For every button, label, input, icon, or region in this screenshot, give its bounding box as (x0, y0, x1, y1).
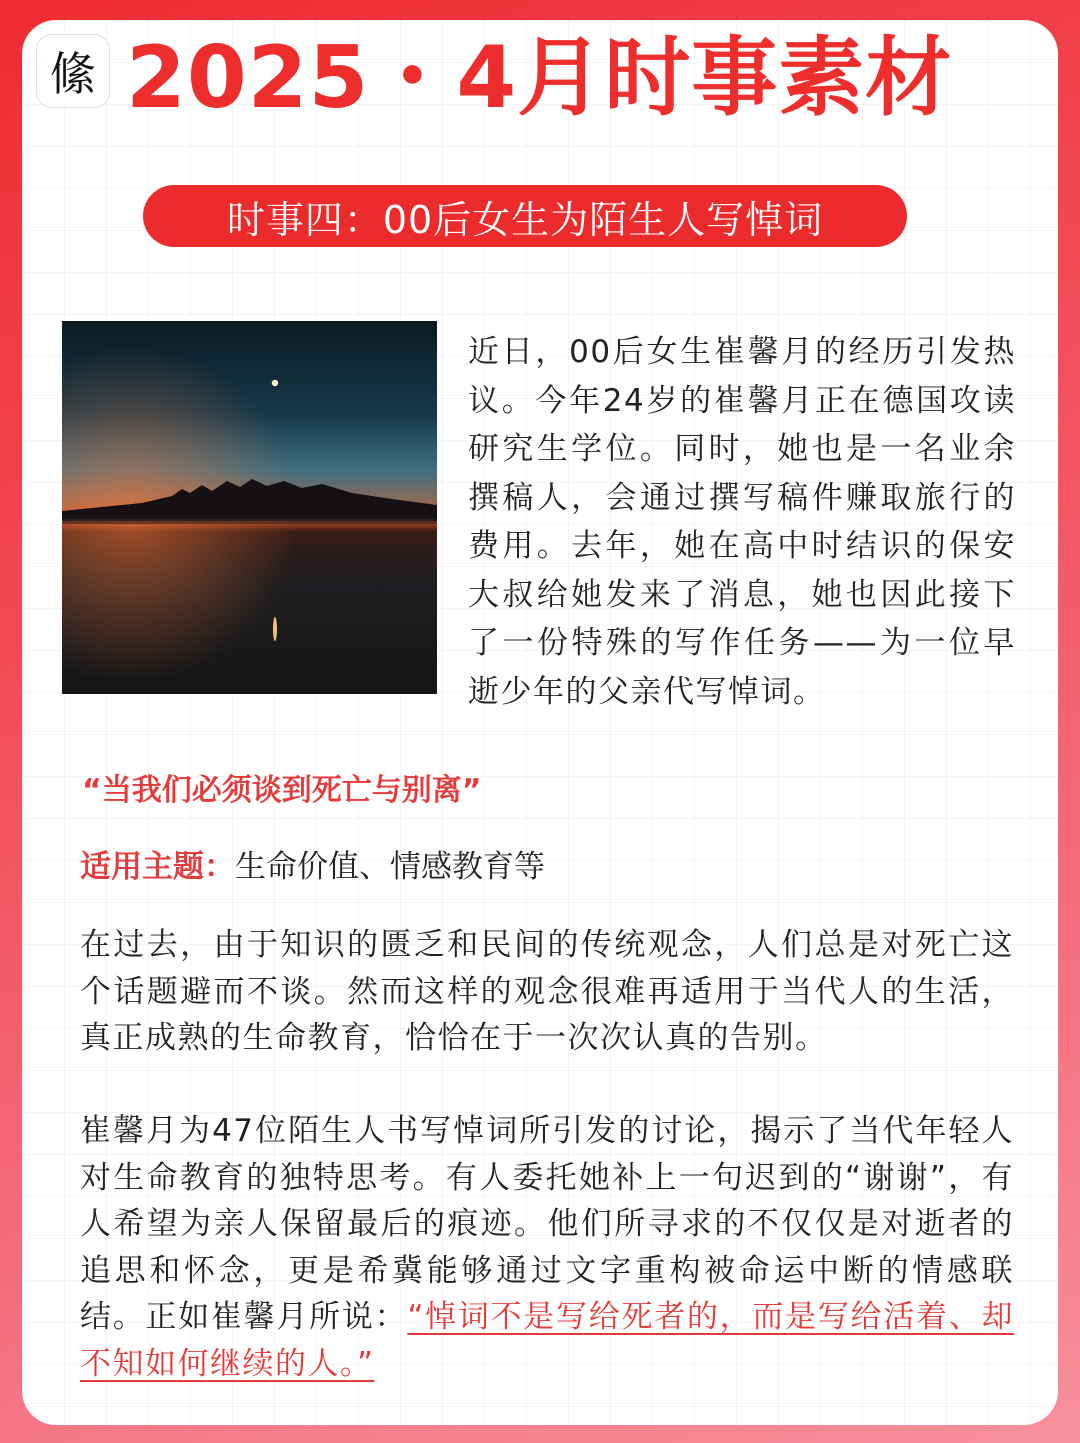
dusk-lake-image (62, 321, 437, 694)
body-paragraph-2-text: 崔馨月为47位陌生人书写悼词所引发的讨论，揭示了当代年轻人对生命教育的独特思考。有人委托她补上一句迟到的“谢谢”，有人希望为亲人保留最后的痕迹。他们所寻求的不仅仅是对逝者的追思和怀念，更是希冀能够通过文字重构被命运中断的情感联结。正如崔馨月所说： (80, 1113, 1014, 1335)
section-quote-heading: “当我们必须谈到死亡与别离” (82, 773, 482, 808)
body-paragraph-2 (80, 1108, 1014, 1387)
logo-glyph: 絛 (50, 47, 96, 101)
highlighted-quote: “悼词不是写给死者的，而是写给活着、却不知如何继续的人。” (80, 1299, 1015, 1382)
theme-row (80, 845, 545, 889)
dusk-lake-photo (62, 321, 437, 694)
brand-logo (36, 34, 110, 108)
theme-value: 生命价值、情感教育等 (235, 849, 545, 885)
body-paragraph-1: 在过去，由于知识的匮乏和民间的传统观念，人们总是对死亡这个话题避而不谈。然而这样的观念很难再适用于当代人的生活，真正成熟的生命教育，恰恰在于一次次认真的告别。 (80, 927, 1014, 1056)
intro-paragraph: 近日，00后女生崔馨月的经历引发热议。今年24岁的崔馨月正在德国攻读研究生学位。同时，她也是一名业余撰稿人，会通过撰写稿件赚取旅行的费用。去年，她在高中时结识的保安大叔给她发来了消息，她也因此接下了一份特殊的写作任务——为一位早逝少年的父亲代写悼词。 (468, 334, 1016, 710)
theme-label: 适用主题： (80, 849, 235, 885)
topic-banner: 时事四：00后女生为陌生人写悼词 (143, 185, 907, 247)
page-title: 2025・4月时事素材 (126, 28, 953, 128)
